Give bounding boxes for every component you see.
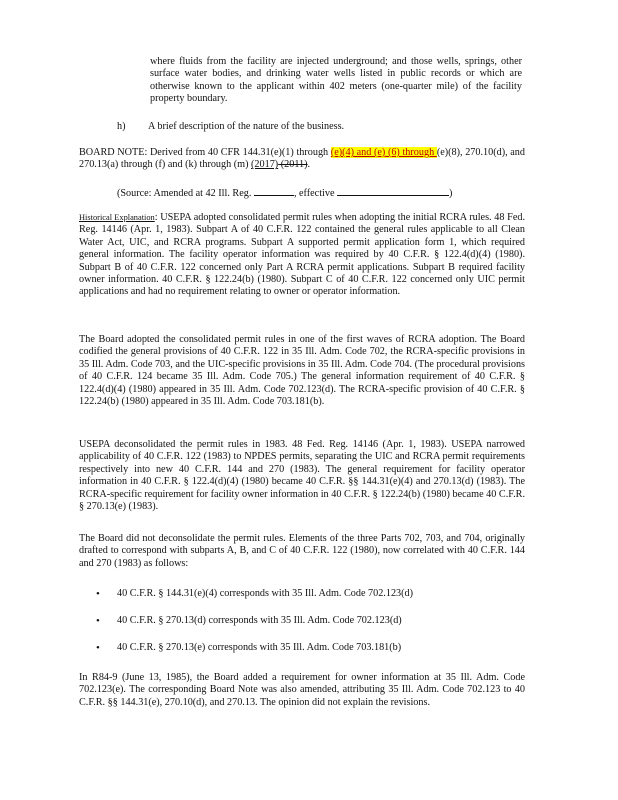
board-note-text-2: (e)(8), 270.10(d), and 270.13(a) through (f) and (k) through (m) <box>79 147 525 171</box>
bullet-symbol: • <box>96 615 100 627</box>
bullet-symbol: • <box>96 642 100 654</box>
paragraph-r84-9: In R84-9 (June 13, 1985), the Board added a requirement for owner information at 35 Ill. Adm. Code 702.123(e). The corresponding Board Note was also amended, attributing 35 Ill. Adm. Code 702.123 to 40 C.F.R. §§ 144.31(e), 270.10(d), and 270.13. The opinion did not explain the revisions. <box>79 672 525 708</box>
paragraph-board-adopted: The Board adopted the consolidated permit rules in one of the first waves of RCRA adoption. The Board codified the general provisions of 40 C.F.R. 122 in 35 Ill. Adm. Code 702, the RCRA-specific provisions in 35 Ill. Adm. Code 703, and the UIC-specific provisions in 35 Ill. Adm. Code 704. (The procedural provisions of 40 C.F.R. 124 became 35 Ill. Adm. Code 705.) The general information requirement of 40 C.F.R. § 122.4(d)(4) (1980) appeared in 35 Ill. Adm. Code 702.123(d). The RCRA-specific provision of 40 C.F.R. § 122.24(b) (1980) appeared in 35 Ill. Adm. Code 703.181(b). <box>79 334 525 408</box>
effective-date-blank <box>337 186 449 196</box>
list-item-continuation: where fluids from the facility are injected underground; and those wells, springs, other surface water bodies, and drinking water wells listed in public records or which are otherwise known to the applicant within 402 meters (one-quarter mile) of the facility property boundary. <box>150 56 522 105</box>
board-note-year-inserted: (2017) <box>251 159 279 171</box>
list-item-h-label: h) <box>117 121 126 132</box>
board-note-year-deleted: (2011) <box>278 159 308 171</box>
paragraph-board-did-not: The Board did not deconsolidate the permit rules. Elements of the three Parts 702, 703, and 704, originally drafted to correspond with subparts A, B, and C of 40 C.F.R. 122 (1980), now correlated with 40 C.F.R. 144 and 270 (1983) as follows: <box>79 533 525 569</box>
source-close: ) <box>449 188 453 199</box>
historical-explanation <box>79 212 525 299</box>
bullet-symbol: • <box>96 588 100 600</box>
bullet-item <box>0 642 618 656</box>
list-item-h-text: A brief description of the nature of the business. <box>148 121 345 132</box>
bullet-text: 40 C.F.R. § 270.13(e) corresponds with 35 Ill. Adm. Code 703.181(b) <box>117 642 402 653</box>
board-note-text: BOARD NOTE: Derived from 40 CFR 144.31(e)(1) through <box>79 147 331 158</box>
bullet-item <box>0 615 618 629</box>
board-note-end: . <box>307 159 311 171</box>
paragraph-usepa-deconsolidated: USEPA deconsolidated the permit rules in 1983. 48 Fed. Reg. 14146 (Apr. 1, 1983). USEPA narrowed applicability of 40 C.F.R. 122 (1983) to NPDES permits, separating the UIC and RCRA permit requirements respectively into new 40 C.F.R. 144 and 270 (1983). The general requirement for facility operator information in 40 C.F.R. § 122.4(d)(4) (1980) became 40 C.F.R. §§ 144.31(e)(4) and 270.13(d) (1983). The RCRA-specific requirement for facility owner information in 40 C.F.R. § 122.24(b) (1980) became 40 C.F.R. § 270.13(e) (1983). <box>79 439 525 513</box>
bullet-text: 40 C.F.R. § 144.31(e)(4) corresponds with 35 Ill. Adm. Code 702.123(d) <box>117 588 414 599</box>
board-note-insertion: (e)(4) and (e) (6) through <box>330 147 437 158</box>
bullet-item <box>0 588 618 602</box>
board-note <box>79 147 525 172</box>
historical-text: : USEPA adopted consolidated permit rules when adopting the initial RCRA rules. 48 Fed. Reg. 14146 (Apr. 1, 1983). Subpart A of 40 C.F.R. 122 contained the general rules applicable to all Clean Water Act, UIC, and RCRA programs. Subpart A supported permit application form 1, which required general information. The facility operator information was required by 40 C.F.R. § 122.4(d)(4) (1980). Subpart B of 40 C.F.R. 122 concerned only Part A RCRA permit applications. Subpart B required facility owner information. 40 C.F.R. § 122.24(b) (1980). Subpart C of 40 C.F.R. 122 concerned only UIC permit applications and had no requirement relating to owner or operator information. <box>79 212 525 298</box>
bullet-text: 40 C.F.R. § 270.13(d) corresponds with 35 Ill. Adm. Code 702.123(d) <box>117 615 402 626</box>
list-item-h <box>117 121 537 133</box>
register-blank <box>254 186 294 196</box>
source-effective: , effective <box>293 188 335 199</box>
historical-label: Historical Explanation <box>79 213 155 222</box>
source-amended: (Source: Amended at 42 Ill. Reg. <box>117 188 252 199</box>
source-note <box>117 186 537 200</box>
